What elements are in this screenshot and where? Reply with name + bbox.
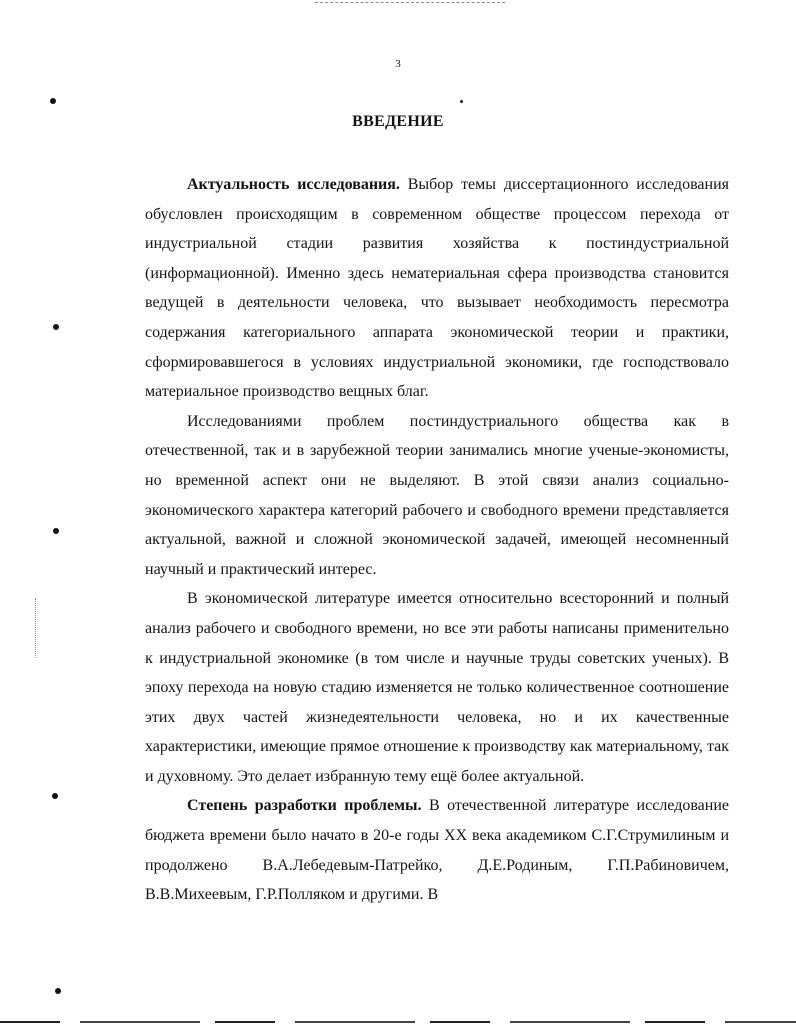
scan-dot — [53, 528, 59, 534]
paragraph-text: Выбор темы диссертационного исследования обусловлен происходящим в современном обществе процессом перехода от индустриальной стадии развития хозяйства к постиндустриальной (информационной). Именно здесь нематериальная сфера производства становится ведущей в деятельности человека, что вызывает необходимость пересмотра содержания категориального аппарата экономической теории и практики, сформировавшегося в условиях индустриальной экономики, где господствовало материальное производство вещных благ. — [145, 176, 729, 401]
paragraph-lead: Степень разработки проблемы. — [187, 797, 422, 815]
scan-dot — [52, 793, 58, 799]
paragraph-text: В экономической литературе имеется относительно всесторонний и полный анализ рабочего и свободного времени, но все эти работы написаны применительно к индустриальной экономике (в том числе и научные труды советских ученых). В эпоху перехода на новую стадию изменяется не только количественное соотношение этих двух частей жизнедеятельности человека, но и их качественные характеристики, имеющие прямое отношение к производству как материальному, так и духовному. Это делает избранную тему ещё более актуальной. — [145, 590, 729, 785]
scan-dot — [53, 324, 59, 330]
paragraph-postindustrial — [145, 407, 729, 585]
scan-bottom-rule — [0, 1021, 796, 1023]
paragraph-text: В отечественной литературе исследование бюджета времени было начато в 20-е годы XX века академиком С.Г.Струмилиным и продолжено В.А.Лебедевым-Патрейко, Д.Е.Родиным, Г.П.Рабиновичем, В.В.Михеевым, Г.Р.Полляком и другими. В — [145, 797, 730, 904]
paragraph-degree — [145, 791, 729, 909]
body-text — [145, 170, 729, 910]
scan-dot — [55, 988, 61, 994]
scan-margin-mark — [35, 598, 37, 658]
paragraph-lead: Актуальность исследования. — [187, 176, 400, 193]
paragraph-text: Исследованиями проблем постиндустриального общества как в отечественной, так и в зарубежной теории занимались многие ученые-экономисты, но временной аспект они не выделяют. В этой связи анализ социально-экономического характера категорий рабочего и свободного времени представляется актуальной, важной и сложной экономической задачей, имеющей несомненный научный и практический интерес. — [145, 412, 729, 578]
scan-dot — [460, 100, 463, 103]
page-number: 3 — [395, 58, 401, 70]
paragraph-literature — [145, 584, 729, 791]
scan-dot — [50, 98, 56, 104]
paragraph-relevance — [145, 170, 729, 407]
scan-top-rule — [315, 2, 505, 4]
section-heading: ВВЕДЕНИЕ — [352, 113, 444, 130]
